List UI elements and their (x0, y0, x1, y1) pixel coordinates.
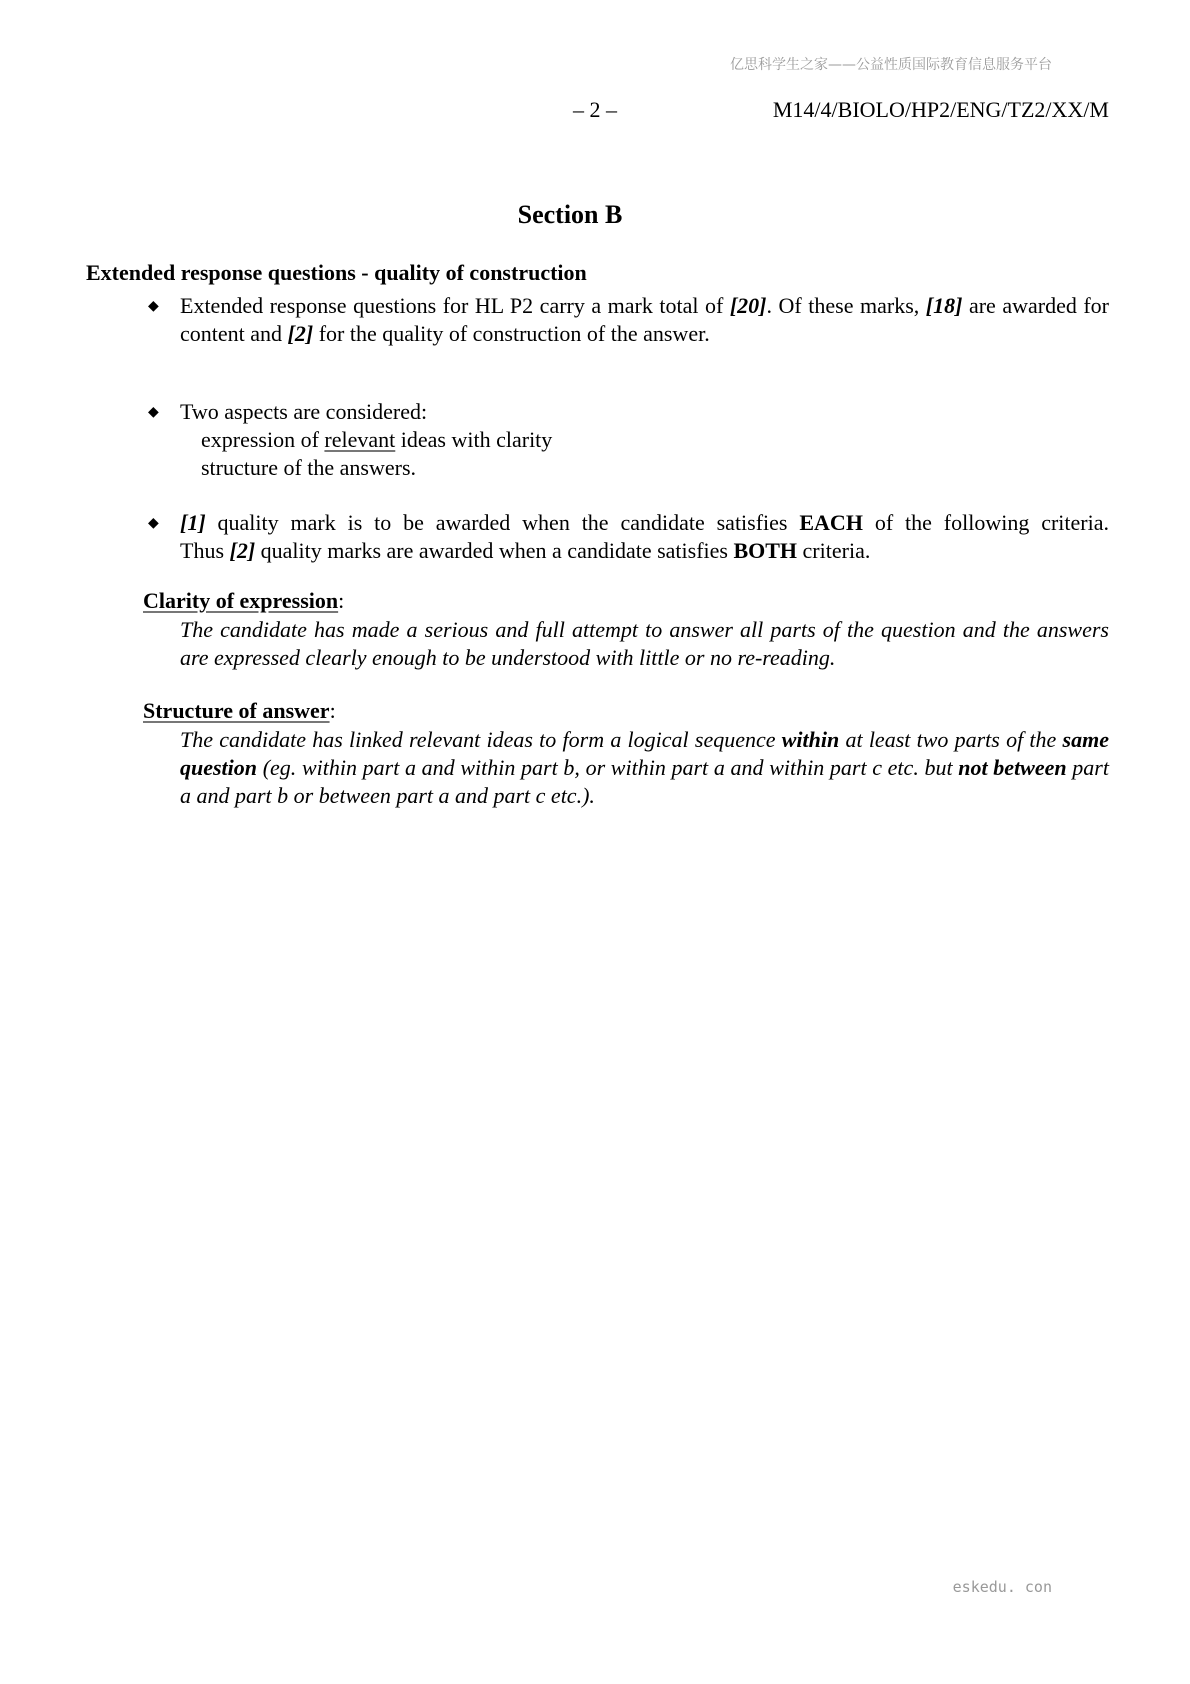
bullet3-text: criteria. (797, 538, 871, 563)
bullet3-text: quality mark is to be awarded when the candidate satisfies (205, 510, 800, 535)
bullet2-paragraph (180, 398, 1109, 482)
relevant-underlined: relevant (324, 427, 396, 452)
bullet2-intro: Two aspects are considered: (180, 399, 428, 424)
bullet3-line2 (180, 537, 1109, 565)
bullet-icon: ◆ (148, 516, 159, 531)
subheading: Extended response questions - quality of construction (86, 260, 587, 285)
structure-text: part a and part b or between part a and part c etc.). (180, 755, 1109, 808)
section-title: Section B (517, 200, 623, 229)
clarity-body: The candidate has made a serious and full attempt to answer all parts of the question and the answers are expressed clearly enough to be understood with little or no re-reading. (180, 617, 1109, 670)
mark-2: [2] (229, 538, 256, 563)
mark-2: [2] (287, 321, 314, 346)
footer-watermark: eskedu. con (952, 1578, 1052, 1596)
bullet3-text: of the following criteria. (862, 510, 1109, 535)
heading-colon: : (329, 698, 336, 723)
bullet3-paragraph (180, 509, 1109, 565)
bullet3-text: Thus (180, 538, 230, 563)
structure-text: (eg. within part a and within part b, or within part a and within part c etc. but (257, 755, 959, 780)
page-number: – 2 – (573, 97, 617, 122)
structure-heading-row (143, 698, 336, 724)
each-bold: EACH (799, 510, 863, 535)
bullet-icon: ◆ (148, 405, 159, 420)
structure-text: The candidate has linked relevant ideas to form a logical sequence (180, 727, 782, 752)
bullet2-line1 (180, 426, 1109, 454)
both-bold: BOTH (733, 538, 798, 563)
same-question-bold: same question (180, 727, 1109, 780)
mark-20: [20] (729, 293, 767, 318)
mark-1: [1] (180, 510, 206, 535)
bullet-icon: ◆ (148, 299, 159, 314)
structure-body (180, 726, 1109, 810)
not-between-bold: not between (958, 755, 1067, 780)
heading-colon: : (338, 588, 345, 613)
clarity-heading: Clarity of expression (143, 588, 339, 613)
mark-18: [18] (925, 293, 963, 318)
bullet2-line1-text: ideas with clarity (395, 427, 553, 452)
bullet2-line1-text: expression of (201, 427, 325, 452)
bullet3-line1 (180, 509, 1109, 537)
bullet1-text: Extended response questions for HL P2 carry a mark total of (180, 293, 730, 318)
bullet1-text: for the quality of construction of the answer. (313, 321, 710, 346)
within-bold: within (781, 727, 840, 752)
bullet1-paragraph (180, 292, 1109, 348)
bullet1-text: are awarded for content and (180, 293, 1110, 346)
structure-heading: Structure of answer (143, 698, 330, 723)
structure-text: at least two parts of the (839, 727, 1063, 752)
bullet2-line2: structure of the answers. (201, 455, 417, 480)
clarity-heading-row (143, 588, 344, 614)
header-watermark: 亿思科学生之家——公益性质国际教育信息服务平台 (730, 57, 1052, 73)
bullet1-text: . Of these marks, (766, 293, 926, 318)
document-code: M14/4/BIOLO/HP2/ENG/TZ2/XX/M (772, 97, 1109, 122)
bullet3-text: quality marks are awarded when a candidate satisfies (255, 538, 734, 563)
